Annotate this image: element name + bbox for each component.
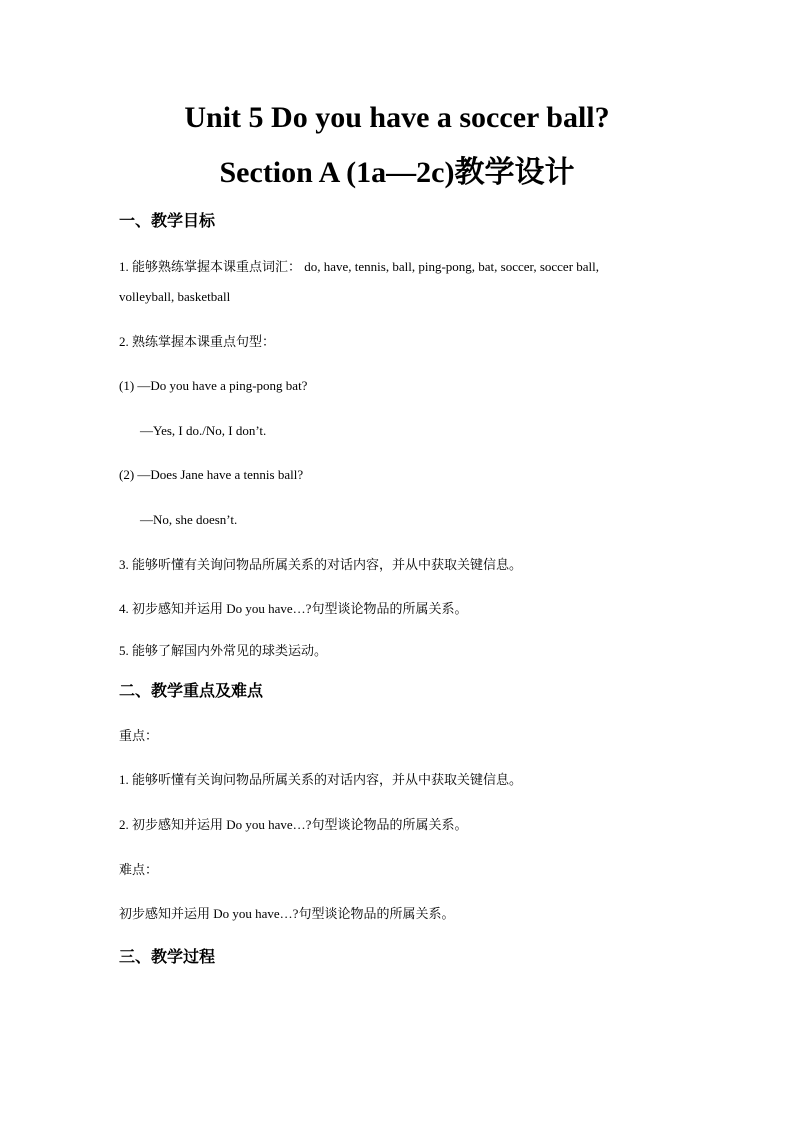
difficulty-label: 难点： [119, 862, 159, 877]
key-point-1: 1. 能够听懂有关询问物品所属关系的对话内容，并从中获取关键信息。 [119, 772, 523, 787]
section-heading-process: 三、教学过程 [119, 949, 216, 966]
objective-item-1-continued: volleyball, basketball [119, 289, 231, 304]
example-2-answer: —No, she doesn’t. [140, 512, 238, 527]
document-title: Unit 5 Do you have a soccer ball? [184, 101, 610, 134]
key-points-label: 重点： [119, 728, 159, 743]
objective-item-2: 2. 熟练掌握本课重点句型： [119, 334, 276, 349]
section-heading-objectives: 一、教学目标 [119, 213, 216, 230]
objective-item-1: 1. 能够熟练掌握本课重点词汇： do, have, tennis, ball, ping-pong, bat, soccer, soccer ball, [119, 259, 600, 274]
objective-item-3: 3. 能够听懂有关询问物品所属关系的对话内容，并从中获取关键信息。 [119, 557, 523, 572]
example-2-question: (2) —Does Jane have a tennis ball? [119, 467, 304, 482]
objective-item-4: 4. 初步感知并运用 Do you have…?句型谈论物品的所属关系。 [119, 601, 468, 616]
key-point-2: 2. 初步感知并运用 Do you have…?句型谈论物品的所属关系。 [119, 817, 468, 832]
document-subtitle: Section A (1a—2c)教学设计 [219, 156, 575, 189]
example-1-answer: —Yes, I do./No, I don’t. [140, 423, 267, 438]
difficulty-item: 初步感知并运用 Do you have…?句型谈论物品的所属关系。 [119, 906, 455, 921]
example-1-question: (1) —Do you have a ping-pong bat? [119, 378, 308, 393]
objective-item-5: 5. 能够了解国内外常见的球类运动。 [119, 643, 328, 658]
section-heading-key-points: 二、教学重点及难点 [119, 683, 264, 700]
